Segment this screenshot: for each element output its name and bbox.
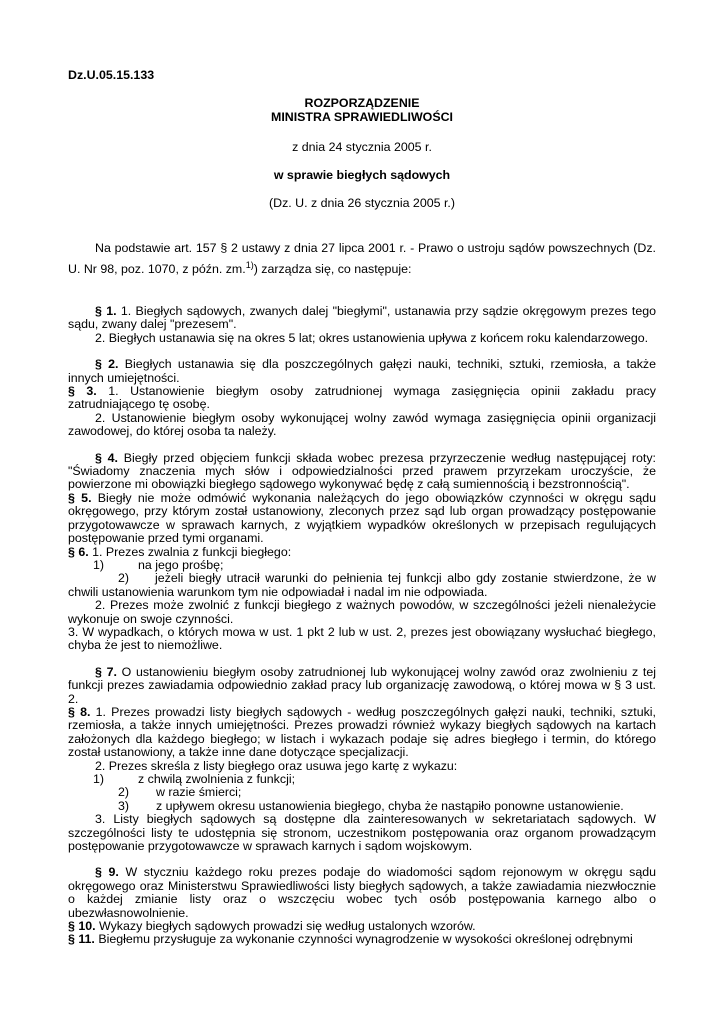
section-2-para-1: Biegłych ustanawia się dla poszczególnych gałęzi nauki, techniki, sztuki, rzemiosła, a także innych umiejętności. [68, 357, 657, 385]
section-1-mark: § 1. [95, 304, 117, 318]
section-5-para-1: Biegły nie może odmówić wykonania należących do jego obowiązków czynności w okręgu sądu okręgowego, przy którym został ustanowiony, zleconych przez sąd lub organ prowadzący postępowanie przygotowawcze w sprawach karnych, z wyjątkiem wypadków określonych w przepisach regulujących postępowanie przed tymi organami. [68, 490, 656, 546]
section-2-mark: § 2. [95, 357, 119, 372]
section-8-item-2 [68, 786, 656, 799]
section-8-item-3-number: 3) [118, 798, 130, 813]
section-3-mark: § 3. [68, 384, 97, 399]
section-8-item-1-text: z chwilą zwolnienia z funkcji; [138, 772, 296, 786]
document-id: Dz.U.05.15.133 [68, 68, 155, 82]
section-1-para-1: 1. Biegłych sądowych, zwanych dalej "biegłymi", ustanawia przy sądzie okręgowym prezes tego sądu, zwany dalej "prezesem". [68, 304, 656, 332]
section-7 [68, 666, 656, 706]
section-8-mark: § 8. [68, 704, 91, 719]
document-body [68, 240, 656, 947]
title-line-1: ROZPORZĄDZENIE [304, 96, 420, 110]
section-8-para-3: 3. Listy biegłych sądowych są dostępne dla zainteresowanych w sekretariatach sądowych. W szczególności listy te udostępnia się stronom, uczestnikom postępowania oraz organom prowadzącym postępowanie przygotowawcze w sprawach karnych i sądom wojskowym. [68, 812, 656, 854]
section-6-item-1 [68, 559, 656, 572]
section-8-item-3-text: z upływem okresu ustanowienia biegłego, chyba że nastąpiło ponowne ustanowienie. [156, 798, 624, 813]
document-date: z dnia 24 stycznia 2005 r. [292, 140, 432, 154]
preamble-text: Na podstawie art. 157 § 2 ustawy z dnia 27 lipca 2001 r. - Prawo o ustroju sądów powszechnych (Dz. U. Nr 98, poz. 1070, z późn. zm. [68, 241, 656, 276]
section-10 [68, 920, 656, 933]
section-6-para-2: 2. Prezes może zwolnić z funkcji biegłego z ważnych powodów, w szczególności jeżeli nienależycie wykonuje on swoje czynności. [68, 598, 656, 626]
section-9 [68, 866, 656, 920]
section-8-para-1: 1. Prezes prowadzi listy biegłych sądowych - według poszczególnych gałęzi nauki, techniki, sztuki, rzemiosła, a także innych umiejętności. Prezes prowadzi również wykazy biegłych sądowych na kartach założonych dla każdego biegłego; w listach i wykazach podaje się adres biegłego i termin, do którego został ustanowiony, a także inne dane dotyczące specjalizacji. [68, 704, 656, 760]
section-7-mark: § 7. [95, 664, 117, 679]
section-10-para-1: Wykazy biegłych sądowych prowadzi się według ustalonych wzorów. [95, 919, 476, 934]
section-6-mark: § 6. [68, 544, 89, 559]
section-8-para-2: 2. Prezes skreśla z listy biegłego oraz usuwa jego kartę z wykazu: [95, 758, 458, 773]
section-6-item-1-text: na jego prośbę; [138, 557, 224, 572]
section-6-item-2 [68, 572, 656, 599]
section-6-para-3: 3. W wypadkach, o których mowa w ust. 1 pkt 2 lub w ust. 2, prezes jest obowiązany wysłuchać biegłego, chyba że jest to niemożliwe. [68, 624, 656, 653]
section-4-mark: § 4. [95, 450, 118, 465]
section-8-item-2-text: w razie śmierci; [156, 785, 242, 800]
publication-info: (Dz. U. z dnia 26 stycznia 2005 r.) [269, 196, 455, 210]
section-6-item-2-number: 2) [118, 571, 130, 586]
section-7-para-1: O ustanowieniu biegłym osoby zatrudnionej lub wykonującej wolny zawód oraz zwolnieniu z tej funkcji prezes zawiadamia odpowiednio zakład pracy lub organizację zawodową, o której mowa w § 3 ust. 2. [68, 664, 656, 706]
footnote-ref: 1) [245, 260, 254, 270]
section-8-item-1 [68, 773, 656, 786]
section-9-mark: § 9. [95, 865, 119, 880]
section-6-para-1: 1. Prezes zwalnia z funkcji biegłego: [88, 544, 292, 559]
preamble-text-end: ) zarządza się, co następuje: [253, 262, 412, 276]
section-3 [68, 385, 656, 412]
document-subject: w sprawie biegłych sądowych [273, 168, 451, 182]
section-5-mark: § 5. [68, 490, 92, 505]
section-5 [68, 492, 656, 546]
section-8 [68, 706, 656, 760]
title-line-2: MINISTRA SPRAWIEDLIWOŚCI [271, 110, 453, 124]
section-4-para-1: Biegły przed objęciem funkcji składa wobec prezesa przyrzeczenie według następującej roty: "Świadomy znaczenia mych słów i odpowiedzialności przed prawem przyrzekam uroczyście, że powierzone mi obowiązki biegłego sądowego wykonywać będę z całą sumiennością i bezstronnością". [68, 450, 656, 492]
section-1 [68, 305, 656, 332]
section-9-para-1: W styczniu każdego roku prezes podaje do wiadomości sądom rejonowym w okręgu sądu okręgowego oraz Ministerstwu Sprawiedliwości listy biegłych sądowych, a także zawiadamia niezwłocznie o każdej zmianie listy oraz o wszczęciu wobec tych osób postępowania karnego albo o ubezwłasnowolnienie. [68, 865, 656, 920]
section-3-para-1: 1. Ustanowienie biegłym osoby zatrudnionej wymaga zasięgnięcia opinii zakładu pracy zatrudniającego tę osobę. [68, 384, 656, 412]
preamble [68, 240, 656, 278]
section-11-mark: § 11. [68, 932, 95, 947]
section-4 [68, 452, 656, 492]
section-1-para-2: 2. Biegłych ustanawia się na okres 5 lat; okres ustanowienia upływa z końcem roku kalendarzowego. [95, 330, 649, 345]
section-2 [68, 358, 656, 385]
section-6-item-2-text: jeżeli biegły utracił warunki do pełnienia tej funkcji albo gdy zostanie stwierdzone, że w chwili ustanowienia warunkom tym nie odpowiadał i nadal im nie odpowiada. [68, 571, 656, 599]
section-10-mark: § 10. [68, 919, 96, 934]
section-8-item-1-number: 1) [93, 772, 105, 786]
section-11-para-1: Biegłemu przysługuje za wykonanie czynności wynagrodzenie w wysokości określonej odrębnymi [94, 932, 633, 947]
section-6-item-1-number: 1) [93, 557, 105, 572]
section-8-item-3 [68, 800, 656, 813]
section-8-item-2-number: 2) [118, 785, 130, 800]
section-3-para-2: 2. Ustanowienie biegłym osoby wykonującej wolny zawód wymaga zasięgnięcia opinii organizacji zawodowej, do której osoba ta należy. [68, 410, 656, 439]
section-6 [68, 546, 656, 559]
section-11 [68, 933, 656, 946]
